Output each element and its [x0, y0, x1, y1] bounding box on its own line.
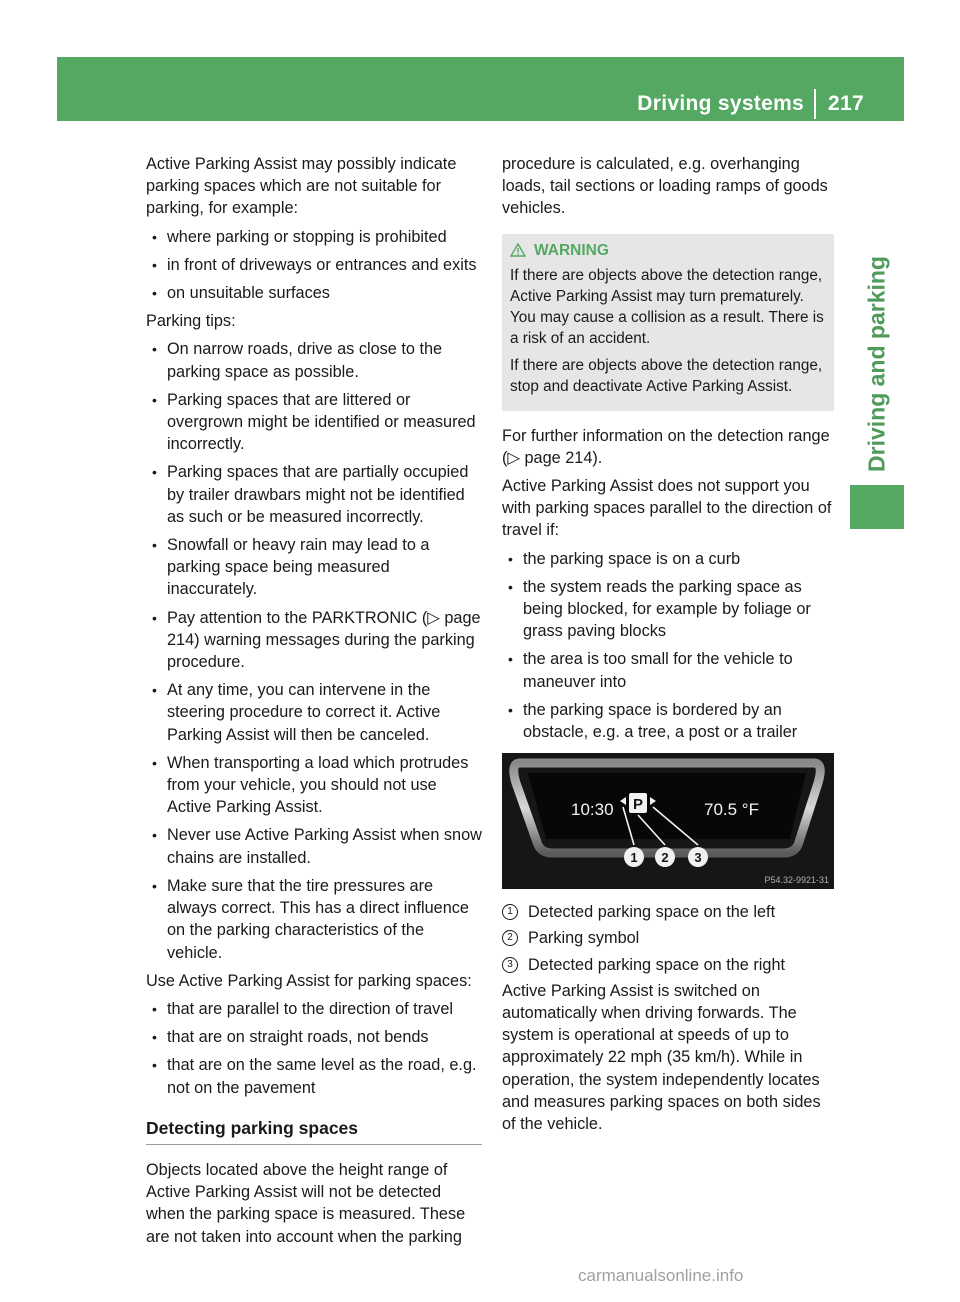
list-item: • Snowfall or heavy rain may lead to a parking space being measured inaccurately.: [146, 534, 482, 601]
list-item: • where parking or stopping is prohibited: [146, 226, 482, 248]
legend-item: [502, 901, 834, 923]
callout-number: 2: [661, 850, 669, 866]
list-item: • At any time, you can intervene in the steering procedure to correct it. Active Parking Assist will then be canceled.: [146, 679, 482, 746]
spacer: [146, 1145, 482, 1159]
list-item: • on unsuitable surfaces: [146, 282, 482, 304]
chapter-tab: [850, 250, 904, 478]
warning-box: [502, 234, 834, 411]
list-item: • that are on straight roads, not bends: [146, 1026, 482, 1048]
list-item: • Parking spaces that are partially occupied by trailer drawbars might not be identified as such or be measured incorrectly.: [146, 461, 482, 528]
closing-text: Active Parking Assist is switched on automatically when driving forwards. The system is operational at speeds of up to approximately 22 mph (35 km/h). While in operation, the system independently locates and measures parking spaces on both sides of the vehicle.: [502, 981, 821, 1134]
list-item: • On narrow roads, drive as close to the parking space as possible.: [146, 338, 482, 382]
section-title: Driving systems: [637, 92, 805, 115]
watermark: carmanualsonline.info: [578, 1266, 744, 1285]
warning-text: If there are objects above the detection range, Active Parking Assist may turn prematurely. You may cause a collision as a result. There is a risk of an accident.: [510, 266, 824, 347]
warning-triangle-icon: [510, 243, 526, 257]
page-number: 217: [828, 92, 864, 115]
legend-text: Detected parking space on the right: [528, 955, 786, 974]
legend-number: 1: [502, 904, 518, 920]
list-item: • that are on the same level as the road, e.g. not on the pavement: [146, 1054, 482, 1098]
header-text: [637, 89, 864, 119]
not-support-text: Active Parking Assist does not support you with parking spaces parallel to the direction of travel if:: [502, 477, 832, 540]
warning-text: If there are objects above the detection range, stop and deactivate Active Parking Assist.: [510, 356, 823, 395]
list-item: • Never use Active Parking Assist when snow chains are installed.: [146, 824, 482, 868]
intro-text: Active Parking Assist may possibly indicate parking spaces which are not suitable for parking, for example:: [146, 155, 457, 218]
section-text: Objects located above the height range of Active Parking Assist will not be detected when the parking space is measured. These are not taken into account when the parking: [146, 1160, 466, 1246]
list-item: • in front of driveways or entrances and exits: [146, 254, 482, 276]
callout-number: 1: [630, 850, 638, 866]
chapter-label: Driving and parking: [863, 256, 890, 472]
instrument-cluster-figure: [502, 753, 834, 889]
left-column: [146, 153, 482, 1254]
list-item: • the parking space is on a curb: [502, 548, 834, 570]
legend-number: 3: [502, 957, 518, 973]
chapter-marker: [850, 485, 904, 529]
callout-number: 3: [694, 850, 702, 866]
legend-item: [502, 954, 834, 976]
further-info-text: For further information on the detection range (▷ page 214).: [502, 426, 830, 467]
list-item: • that are parallel to the direction of travel: [146, 998, 482, 1020]
parking-symbol-letter: P: [632, 796, 644, 814]
figure-code: P54.32-9921-31: [764, 875, 829, 886]
section-heading: Detecting parking spaces: [146, 1117, 482, 1145]
instrument-cluster-illustration: [502, 753, 834, 889]
legend-text: Detected parking space on the left: [528, 903, 776, 922]
warning-header: [510, 240, 827, 261]
list-item: • the parking space is bordered by an obstacle, e.g. a tree, a post or a trailer: [502, 699, 834, 743]
list-item: • the system reads the parking space as being blocked, for example by foliage or grass paving blocks: [502, 576, 834, 643]
use-heading: Use Active Parking Assist for parking spaces:: [146, 971, 472, 990]
continuation-text: procedure is calculated, e.g. overhanging loads, tail sections or loading ramps of goods vehicles.: [502, 155, 828, 218]
list-item: • Parking spaces that are littered or overgrown might be identified or measured incorrectly.: [146, 389, 482, 456]
tips-heading: Parking tips:: [146, 312, 236, 331]
header-divider: [814, 89, 816, 119]
warning-label: WARNING: [534, 241, 609, 259]
legend-text: Parking symbol: [528, 929, 640, 948]
list-item: • When transporting a load which protrudes from your vehicle, you should not use Active Parking Assist.: [146, 752, 482, 819]
clock-readout: 10:30: [571, 800, 614, 820]
right-column: [502, 153, 834, 1141]
list-item: • Pay attention to the PARKTRONIC (▷ page 214) warning messages during the parking procedure.: [146, 607, 482, 674]
legend-number: 2: [502, 930, 518, 946]
page-header: [57, 57, 904, 121]
list-item: • Make sure that the tire pressures are always correct. This has a direct influence on the parking characteristics of the vehicle.: [146, 875, 482, 964]
temperature-readout: 70.5 °F: [704, 800, 759, 820]
list-item: • the area is too small for the vehicle to maneuver into: [502, 648, 834, 692]
legend-item: [502, 927, 834, 949]
